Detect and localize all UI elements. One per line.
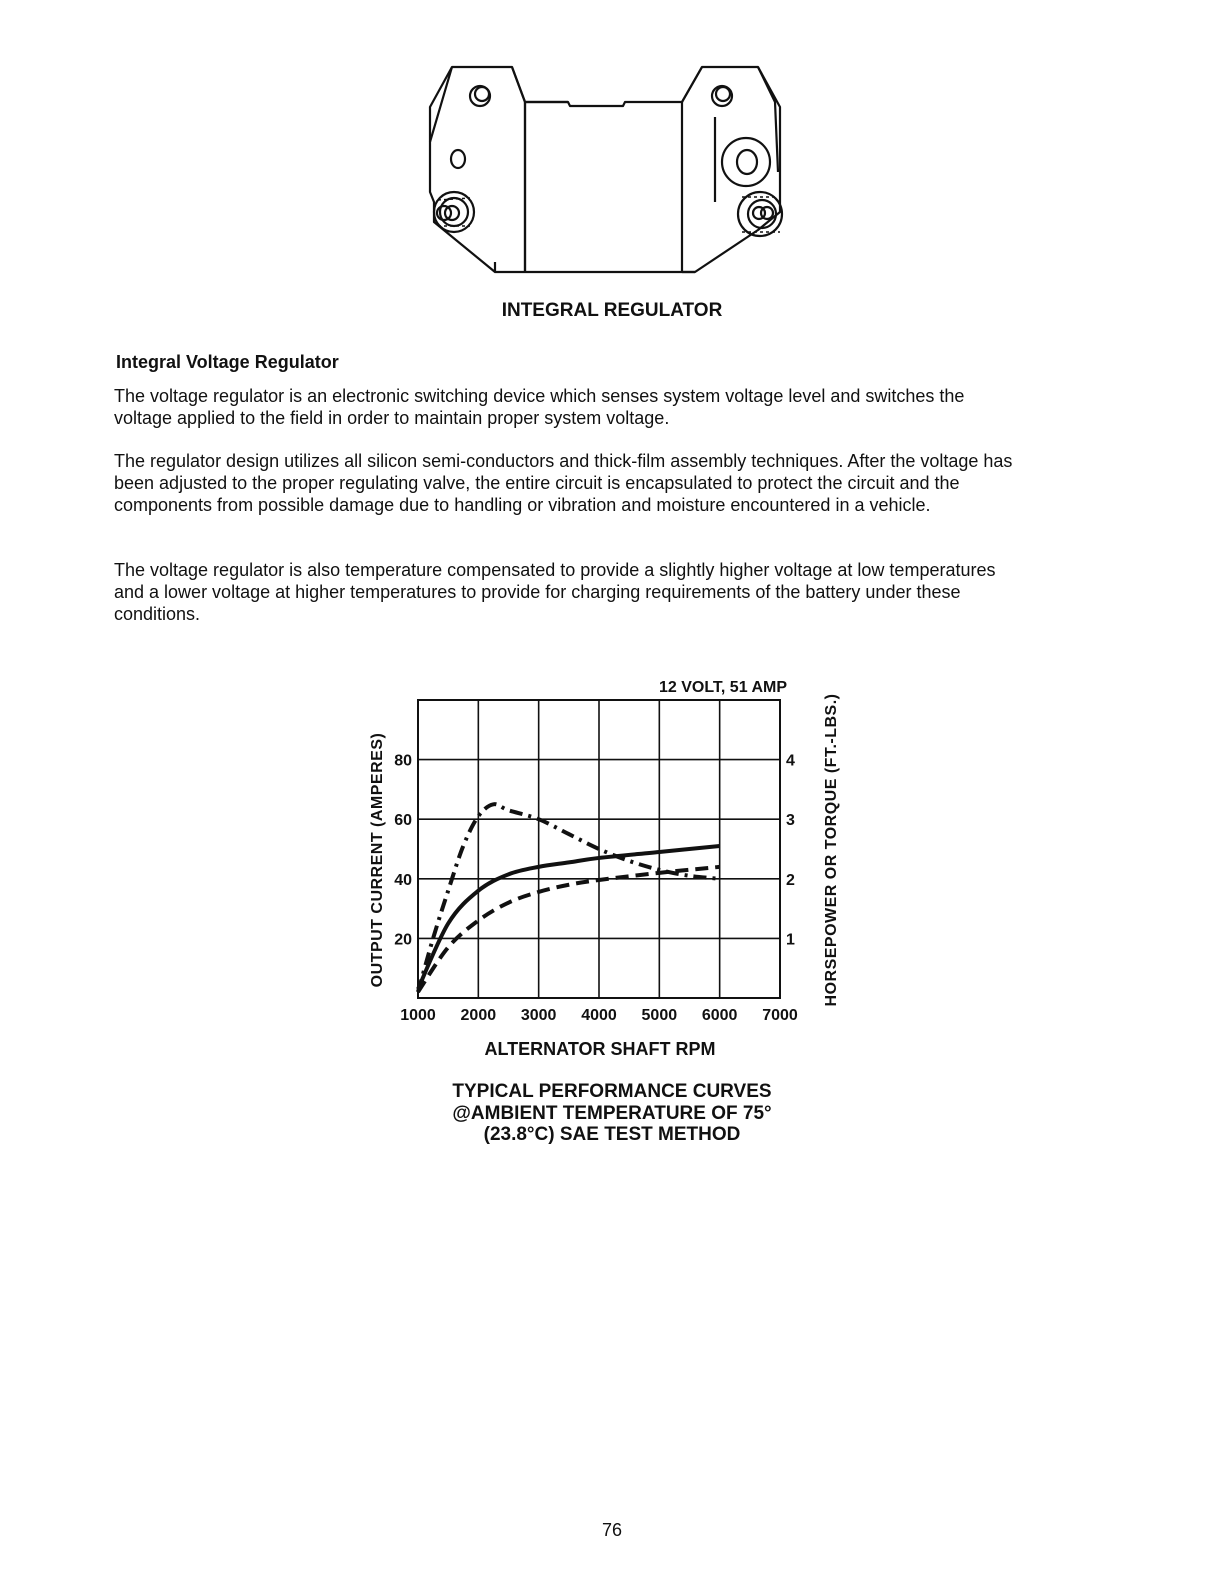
chart-caption-line: (23.8°C) SAE TEST METHOD <box>483 1124 741 1145</box>
y2-tick-label: 3 <box>786 812 795 830</box>
y2-tick-label: 4 <box>786 752 795 770</box>
paragraph: The regulator design utilizes all silicon semi-conductors and thick-film assembly techniques. After the voltage has been adjusted to the proper regulating valve, the entire circuit is encapsulated to protect the circuit and the components from possible damage due to handling or vibration and moisture encountered in a vehicle. <box>114 451 1013 515</box>
y2-tick-label: 1 <box>786 931 795 949</box>
series-line-torque <box>418 804 720 992</box>
performance-chart <box>340 660 860 1070</box>
chart-grid <box>418 700 780 998</box>
x-axis-label: ALTERNATOR SHAFT RPM <box>484 1039 716 1059</box>
y-tick-label: 20 <box>394 931 412 949</box>
x-tick-label: 5000 <box>641 1007 678 1024</box>
chart-series <box>418 804 720 992</box>
paragraph: The voltage regulator is an electronic switching device which senses system voltage level and switches the voltage applied to the field in order to maintain proper system voltage. <box>114 386 965 428</box>
series-line-output-current <box>418 846 720 989</box>
page-number: 76 <box>601 1520 623 1540</box>
y2-tick-label: 2 <box>786 871 795 889</box>
y-tick-label: 40 <box>394 871 412 889</box>
x-tick-label: 4000 <box>581 1007 617 1024</box>
x-tick-label: 2000 <box>460 1007 497 1024</box>
x-tick-label: 3000 <box>520 1007 557 1024</box>
y-axis-label: OUTPUT CURRENT (AMPERES) <box>369 732 386 988</box>
y-tick-label: 80 <box>394 752 412 770</box>
figure-caption: INTEGRAL REGULATOR <box>501 300 723 321</box>
series-line-horsepower <box>418 867 720 992</box>
section-heading: Integral Voltage Regulator <box>116 352 339 372</box>
chart-caption <box>0 1081 1224 1146</box>
x-tick-label: 6000 <box>701 1007 738 1024</box>
integral-regulator-illustration <box>420 62 790 280</box>
chart-ticks <box>394 753 798 1024</box>
y-tick-label: 60 <box>394 812 412 830</box>
chart-caption-line: @AMBIENT TEMPERATURE OF 75° <box>452 1102 772 1124</box>
x-tick-label: 1000 <box>400 1007 436 1024</box>
y2-axis-label: HORSEPOWER OR TORQUE (FT.-LBS.) <box>823 693 840 1007</box>
x-tick-label: 7000 <box>762 1007 798 1024</box>
chart-title: 12 VOLT, 51 AMP <box>658 679 787 696</box>
chart-caption-line: TYPICAL PERFORMANCE CURVES <box>452 1081 772 1102</box>
paragraph: The voltage regulator is also temperature compensated to provide a slightly higher voltage at low temperatures and a lower voltage at higher temperatures to provide for charging requirements of the battery under these conditions. <box>114 560 996 624</box>
